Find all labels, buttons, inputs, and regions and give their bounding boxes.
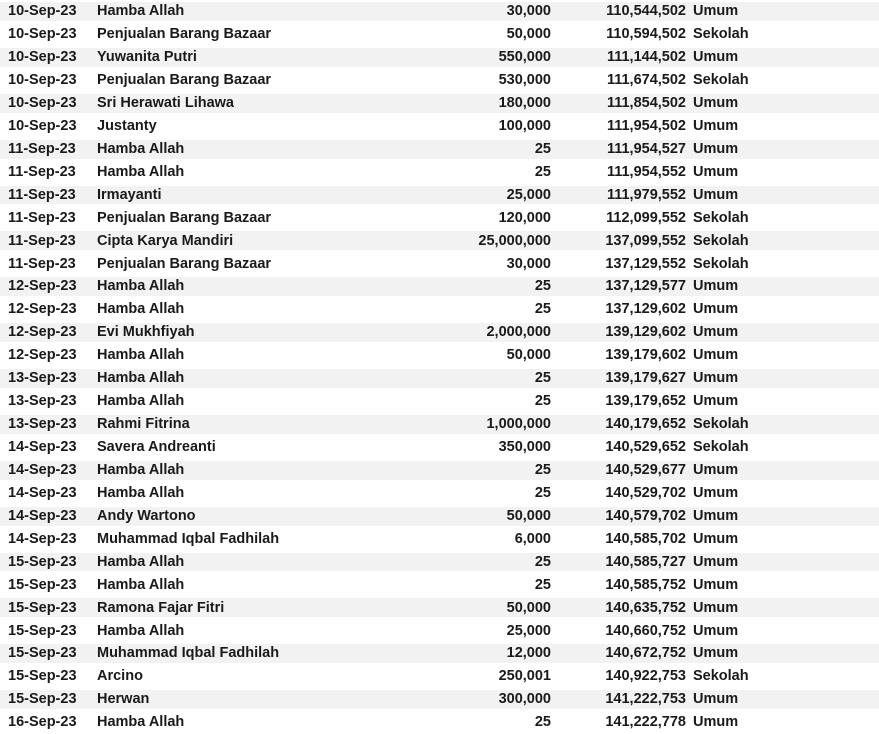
running-total-cell[interactable]: 111,979,552 bbox=[606, 187, 686, 203]
table-row bbox=[0, 161, 879, 184]
table-row bbox=[0, 92, 879, 115]
category-cell[interactable]: Sekolah bbox=[693, 669, 749, 684]
amount-cell[interactable]: 30,000 bbox=[506, 4, 551, 19]
table-row bbox=[0, 252, 879, 275]
date-cell[interactable]: 12-Sep-23 bbox=[8, 325, 77, 340]
date-cell[interactable]: 10-Sep-23 bbox=[8, 73, 77, 88]
donor-cell[interactable]: Hamba Allah bbox=[97, 554, 185, 570]
amount-cell[interactable]: 530,000 bbox=[498, 73, 551, 88]
running-total-cell[interactable]: 111,674,502 bbox=[606, 73, 686, 88]
table-row bbox=[0, 69, 879, 92]
donor-cell[interactable]: Hamba Allah bbox=[97, 462, 185, 478]
donor-cell[interactable]: Penjualan Barang Bazaar bbox=[97, 27, 272, 42]
date-cell[interactable]: 11-Sep-23 bbox=[8, 187, 76, 203]
donor-cell[interactable]: Arcino bbox=[97, 669, 143, 684]
amount-cell[interactable]: 50,000 bbox=[506, 27, 551, 42]
donor-cell[interactable]: Muhammad Iqbal Fadhilah bbox=[97, 531, 280, 547]
amount-cell[interactable]: 50,000 bbox=[506, 348, 551, 363]
donor-cell[interactable]: Penjualan Barang Bazaar bbox=[97, 210, 272, 226]
category-cell[interactable]: Sekolah bbox=[693, 73, 749, 88]
running-total-cell[interactable]: 140,585,727 bbox=[605, 554, 686, 570]
date-cell[interactable]: 10-Sep-23 bbox=[8, 4, 77, 19]
donor-cell[interactable]: Cipta Karya Mandiri bbox=[97, 233, 234, 249]
running-total-cell[interactable]: 110,594,502 bbox=[606, 27, 686, 42]
amount-cell[interactable]: 25 bbox=[534, 554, 551, 570]
category-cell[interactable]: Umum bbox=[693, 95, 739, 111]
amount-cell[interactable]: 25 bbox=[534, 371, 551, 386]
running-total-cell[interactable]: 140,585,752 bbox=[605, 577, 686, 593]
category-cell[interactable]: Umum bbox=[693, 646, 739, 661]
running-total-cell[interactable]: 139,179,602 bbox=[605, 348, 686, 363]
date-cell[interactable]: 10-Sep-23 bbox=[8, 50, 77, 65]
table-row bbox=[0, 321, 879, 344]
donor-cell[interactable]: Penjualan Barang Bazaar bbox=[97, 73, 272, 88]
donor-cell[interactable]: Penjualan Barang Bazaar bbox=[97, 256, 272, 272]
running-total-cell[interactable]: 140,529,702 bbox=[605, 485, 686, 501]
amount-cell[interactable]: 180,000 bbox=[498, 95, 551, 111]
running-total-cell[interactable]: 137,099,552 bbox=[605, 233, 686, 249]
table-row bbox=[0, 688, 879, 711]
amount-cell[interactable]: 25 bbox=[534, 302, 551, 317]
amount-cell[interactable]: 25 bbox=[534, 394, 551, 409]
date-cell[interactable]: 15-Sep-23 bbox=[8, 577, 77, 593]
amount-cell[interactable]: 50,000 bbox=[506, 508, 551, 524]
table-row bbox=[0, 298, 879, 321]
donor-cell[interactable]: Ramona Fajar Fitri bbox=[97, 600, 225, 616]
date-cell[interactable]: 15-Sep-23 bbox=[8, 669, 77, 684]
date-cell[interactable]: 14-Sep-23 bbox=[8, 531, 77, 547]
amount-cell[interactable]: 25 bbox=[534, 715, 551, 730]
table-row bbox=[0, 596, 879, 619]
category-cell[interactable]: Umum bbox=[693, 508, 739, 524]
category-cell[interactable]: Umum bbox=[693, 164, 739, 180]
date-cell[interactable]: 15-Sep-23 bbox=[8, 646, 77, 661]
date-cell[interactable]: 14-Sep-23 bbox=[8, 462, 77, 478]
table-row bbox=[0, 436, 879, 459]
amount-cell[interactable]: 550,000 bbox=[498, 50, 551, 65]
running-total-cell[interactable]: 111,954,502 bbox=[606, 118, 686, 134]
category-cell[interactable]: Umum bbox=[693, 279, 739, 294]
category-cell[interactable]: Umum bbox=[693, 462, 739, 478]
amount-cell[interactable]: 25 bbox=[534, 279, 551, 294]
date-cell[interactable]: 12-Sep-23 bbox=[8, 302, 77, 317]
amount-cell[interactable]: 250,001 bbox=[498, 669, 551, 684]
amount-cell[interactable]: 120,000 bbox=[498, 210, 551, 226]
running-total-cell[interactable]: 141,222,753 bbox=[605, 692, 686, 707]
table-row bbox=[0, 390, 879, 413]
donor-cell[interactable]: Yuwanita Putri bbox=[97, 50, 197, 65]
running-total-cell[interactable]: 140,672,752 bbox=[605, 646, 686, 661]
category-cell[interactable]: Umum bbox=[693, 394, 739, 409]
amount-cell[interactable]: 100,000 bbox=[498, 118, 551, 134]
running-total-cell[interactable]: 140,660,752 bbox=[605, 623, 686, 639]
running-total-cell[interactable]: 111,954,527 bbox=[606, 141, 686, 157]
donor-cell[interactable]: Hamba Allah bbox=[97, 4, 185, 19]
running-total-cell[interactable]: 140,529,652 bbox=[605, 440, 686, 455]
donor-cell[interactable]: Justanty bbox=[97, 118, 157, 134]
donor-cell[interactable]: Hamba Allah bbox=[97, 279, 185, 294]
donor-cell[interactable]: Irmayanti bbox=[97, 187, 162, 203]
category-cell[interactable]: Umum bbox=[693, 600, 739, 616]
running-total-cell[interactable]: 111,954,552 bbox=[606, 164, 686, 180]
donor-cell[interactable]: Hamba Allah bbox=[97, 394, 185, 409]
category-cell[interactable]: Umum bbox=[693, 4, 739, 19]
category-cell[interactable]: Umum bbox=[693, 325, 739, 340]
table-row bbox=[0, 619, 879, 642]
running-total-cell[interactable]: 140,585,702 bbox=[605, 531, 686, 547]
table-row bbox=[0, 665, 879, 688]
running-total-cell[interactable]: 110,544,502 bbox=[606, 4, 686, 19]
table-row bbox=[0, 0, 879, 23]
category-cell[interactable]: Umum bbox=[693, 371, 739, 386]
category-cell[interactable]: Umum bbox=[693, 531, 739, 547]
category-cell[interactable]: Umum bbox=[693, 187, 739, 203]
date-cell[interactable]: 10-Sep-23 bbox=[8, 95, 77, 111]
running-total-cell[interactable]: 140,922,753 bbox=[605, 669, 686, 684]
date-cell[interactable]: 15-Sep-23 bbox=[8, 554, 77, 570]
date-cell[interactable]: 15-Sep-23 bbox=[8, 623, 77, 639]
category-cell[interactable]: Sekolah bbox=[693, 233, 749, 249]
table-row bbox=[0, 23, 879, 46]
date-cell[interactable]: 15-Sep-23 bbox=[8, 692, 77, 707]
category-cell[interactable]: Umum bbox=[693, 554, 739, 570]
table-row bbox=[0, 184, 879, 207]
date-cell[interactable]: 13-Sep-23 bbox=[8, 417, 77, 432]
table-row bbox=[0, 482, 879, 505]
date-cell[interactable]: 13-Sep-23 bbox=[8, 394, 77, 409]
date-cell[interactable]: 14-Sep-23 bbox=[8, 508, 77, 524]
date-cell[interactable]: 11-Sep-23 bbox=[8, 164, 76, 180]
amount-cell[interactable]: 350,000 bbox=[498, 440, 551, 455]
donor-cell[interactable]: Sri Herawati Lihawa bbox=[97, 95, 234, 111]
donor-cell[interactable]: Hamba Allah bbox=[97, 715, 185, 730]
running-total-cell[interactable]: 139,179,652 bbox=[605, 394, 686, 409]
table-row bbox=[0, 367, 879, 390]
table-row bbox=[0, 711, 879, 734]
donor-cell[interactable]: Hamba Allah bbox=[97, 141, 185, 157]
category-cell[interactable]: Umum bbox=[693, 485, 739, 501]
date-cell[interactable]: 12-Sep-23 bbox=[8, 279, 77, 294]
running-total-cell[interactable]: 112,099,552 bbox=[606, 210, 686, 226]
amount-cell[interactable]: 2,000,000 bbox=[486, 325, 551, 340]
category-cell[interactable]: Sekolah bbox=[693, 27, 749, 42]
running-total-cell[interactable]: 137,129,577 bbox=[605, 279, 686, 294]
date-cell[interactable]: 13-Sep-23 bbox=[8, 371, 77, 386]
running-total-cell[interactable]: 137,129,602 bbox=[605, 302, 686, 317]
donor-cell[interactable]: Andy Wartono bbox=[97, 508, 196, 524]
donor-cell[interactable]: Hamba Allah bbox=[97, 302, 185, 317]
amount-cell[interactable]: 25 bbox=[534, 462, 551, 478]
category-cell[interactable]: Umum bbox=[693, 141, 739, 157]
table-row bbox=[0, 505, 879, 528]
table-row bbox=[0, 138, 879, 161]
running-total-cell[interactable]: 140,179,652 bbox=[605, 417, 686, 432]
amount-cell[interactable]: 25 bbox=[534, 577, 551, 593]
category-cell[interactable]: Umum bbox=[693, 348, 739, 363]
amount-cell[interactable]: 300,000 bbox=[498, 692, 551, 707]
date-cell[interactable]: 10-Sep-23 bbox=[8, 118, 77, 134]
category-cell[interactable]: Sekolah bbox=[693, 417, 749, 432]
donor-cell[interactable]: Muhammad Iqbal Fadhilah bbox=[97, 646, 280, 661]
donor-cell[interactable]: Hamba Allah bbox=[97, 623, 185, 639]
donor-cell[interactable]: Hamba Allah bbox=[97, 577, 185, 593]
category-cell[interactable]: Umum bbox=[693, 118, 739, 134]
date-cell[interactable]: 11-Sep-23 bbox=[8, 233, 76, 249]
table-row bbox=[0, 528, 879, 551]
donor-cell[interactable]: Evi Mukhfiyah bbox=[97, 325, 195, 340]
donor-cell[interactable]: Savera Andreanti bbox=[97, 440, 216, 455]
table-row bbox=[0, 115, 879, 138]
amount-cell[interactable]: 30,000 bbox=[506, 256, 551, 272]
date-cell[interactable]: 11-Sep-23 bbox=[8, 256, 76, 272]
category-cell[interactable]: Umum bbox=[693, 50, 739, 65]
category-cell[interactable]: Umum bbox=[693, 623, 739, 639]
date-cell[interactable]: 14-Sep-23 bbox=[8, 440, 77, 455]
running-total-cell[interactable]: 111,854,502 bbox=[606, 95, 686, 111]
category-cell[interactable]: Umum bbox=[693, 302, 739, 317]
running-total-cell[interactable]: 137,129,552 bbox=[605, 256, 686, 272]
amount-cell[interactable]: 25 bbox=[534, 485, 551, 501]
amount-cell[interactable]: 12,000 bbox=[506, 646, 551, 661]
table-row bbox=[0, 206, 879, 229]
table-row bbox=[0, 642, 879, 665]
amount-cell[interactable]: 25,000 bbox=[506, 187, 551, 203]
donor-cell[interactable]: Hamba Allah bbox=[97, 348, 185, 363]
date-cell[interactable]: 11-Sep-23 bbox=[8, 141, 76, 157]
category-cell[interactable]: Sekolah bbox=[693, 210, 749, 226]
donor-cell[interactable]: Rahmi Fitrina bbox=[97, 417, 190, 432]
donor-cell[interactable]: Hamba Allah bbox=[97, 164, 185, 180]
amount-cell[interactable]: 25 bbox=[534, 164, 551, 180]
running-total-cell[interactable]: 140,635,752 bbox=[605, 600, 686, 616]
running-total-cell[interactable]: 139,129,602 bbox=[605, 325, 686, 340]
date-cell[interactable]: 12-Sep-23 bbox=[8, 348, 77, 363]
table-row bbox=[0, 275, 879, 298]
category-cell[interactable]: Umum bbox=[693, 692, 739, 707]
table-row bbox=[0, 46, 879, 69]
table-row bbox=[0, 459, 879, 482]
table-row bbox=[0, 573, 879, 596]
date-cell[interactable]: 15-Sep-23 bbox=[8, 600, 77, 616]
category-cell[interactable]: Sekolah bbox=[693, 256, 749, 272]
category-cell[interactable]: Sekolah bbox=[693, 440, 749, 455]
running-total-cell[interactable]: 141,222,778 bbox=[605, 715, 686, 730]
donor-cell[interactable]: Herwan bbox=[97, 692, 150, 707]
amount-cell[interactable]: 25 bbox=[534, 141, 551, 157]
table-row bbox=[0, 551, 879, 574]
amount-cell[interactable]: 1,000,000 bbox=[486, 417, 551, 432]
table-row bbox=[0, 344, 879, 367]
donor-cell[interactable]: Hamba Allah bbox=[97, 485, 185, 501]
date-cell[interactable]: 11-Sep-23 bbox=[8, 210, 76, 226]
running-total-cell[interactable]: 139,179,627 bbox=[605, 371, 686, 386]
date-cell[interactable]: 10-Sep-23 bbox=[8, 27, 77, 42]
category-cell[interactable]: Umum bbox=[693, 577, 739, 593]
date-cell[interactable]: 14-Sep-23 bbox=[8, 485, 77, 501]
date-cell[interactable]: 16-Sep-23 bbox=[8, 715, 77, 730]
running-total-cell[interactable]: 111,144,502 bbox=[606, 50, 686, 65]
amount-cell[interactable]: 25,000,000 bbox=[478, 233, 551, 249]
amount-cell[interactable]: 6,000 bbox=[514, 531, 551, 547]
running-total-cell[interactable]: 140,579,702 bbox=[605, 508, 686, 524]
donor-cell[interactable]: Hamba Allah bbox=[97, 371, 185, 386]
amount-cell[interactable]: 50,000 bbox=[506, 600, 551, 616]
running-total-cell[interactable]: 140,529,677 bbox=[605, 462, 686, 478]
amount-cell[interactable]: 25,000 bbox=[506, 623, 551, 639]
table-row bbox=[0, 229, 879, 252]
table-row bbox=[0, 413, 879, 436]
category-cell[interactable]: Umum bbox=[693, 715, 739, 730]
